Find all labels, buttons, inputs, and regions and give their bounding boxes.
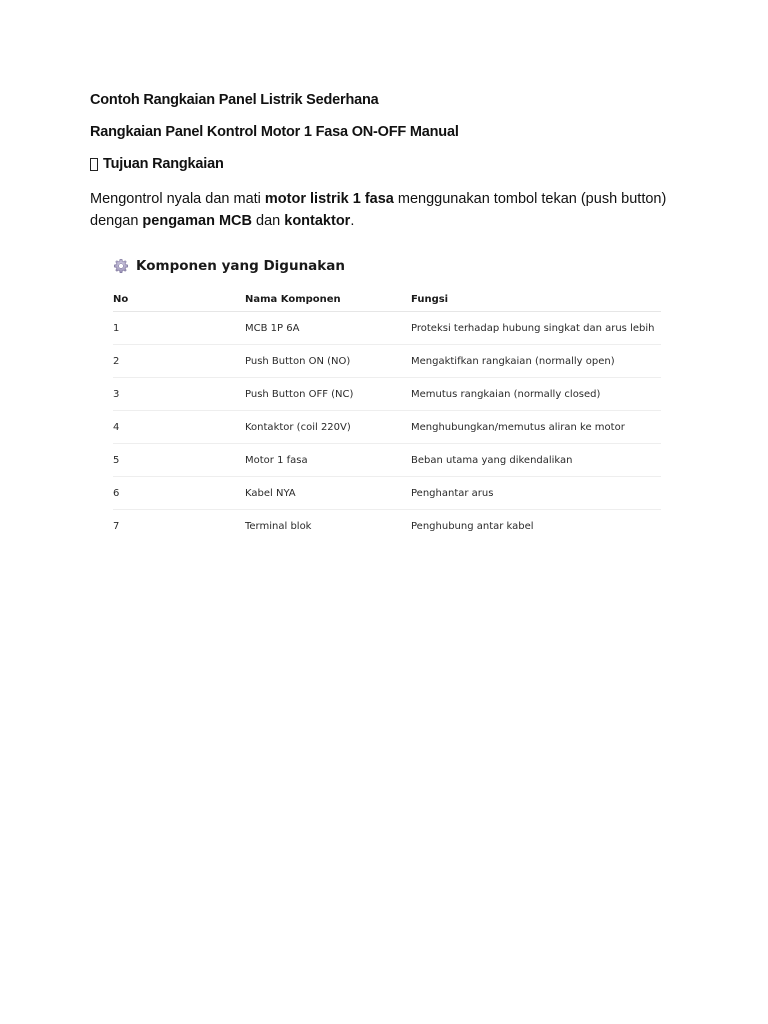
- cell-no: 6: [113, 477, 245, 510]
- cell-function: Menghubungkan/memutus aliran ke motor: [411, 411, 661, 444]
- cell-function: Penghubung antar kabel: [411, 520, 534, 532]
- cell-name: Motor 1 fasa: [245, 444, 411, 477]
- cell-function: Beban utama yang dikendalikan: [411, 444, 661, 477]
- intro-bold-kontaktor: kontaktor: [284, 213, 351, 229]
- cell-name: Terminal blok: [245, 520, 312, 532]
- missing-glyph-icon: [90, 158, 98, 171]
- document-subtitle: Rangkaian Panel Kontrol Motor 1 Fasa ON-OFF Manual: [90, 124, 459, 140]
- components-table: [113, 287, 661, 542]
- cell-no: 7: [113, 520, 120, 532]
- cell-no: 3: [113, 378, 245, 411]
- cell-function: Memutus rangkaian (normally closed): [411, 378, 661, 411]
- intro-bold-mcb: pengaman MCB: [142, 213, 252, 229]
- cell-function: Proteksi terhadap hubung singkat dan arus lebih: [411, 312, 661, 345]
- cell-function: Penghantar arus: [411, 477, 661, 510]
- intro-paragraph: [90, 188, 670, 232]
- table-row: [113, 444, 661, 477]
- column-header-function: Fungsi: [411, 287, 661, 312]
- table-row: [113, 378, 661, 411]
- goal-heading: [90, 156, 224, 172]
- document-title: Contoh Rangkaian Panel Listrik Sederhana: [90, 92, 379, 108]
- cell-name: Kabel NYA: [245, 477, 411, 510]
- intro-bold-motor: motor listrik 1 fasa: [264, 191, 394, 207]
- intro-text-1: Mengontrol nyala dan mati: [90, 191, 265, 207]
- table-row: [113, 312, 661, 345]
- cell-function: Mengaktifkan rangkaian (normally open): [411, 345, 661, 378]
- column-header-name: Nama Komponen: [245, 287, 411, 312]
- components-heading: [113, 254, 661, 278]
- cell-name: Push Button OFF (NC): [245, 378, 411, 411]
- table-row: [113, 345, 661, 378]
- cell-name: MCB 1P 6A: [245, 312, 411, 345]
- table-header-row: [113, 287, 661, 312]
- gear-icon: [113, 258, 129, 274]
- intro-text-4: .: [350, 213, 355, 229]
- intro-text-2: menggunakan tombol tekan (push button) dengan: [90, 191, 667, 229]
- cell-name: Kontaktor (coil 220V): [245, 411, 411, 444]
- cell-no: 4: [113, 411, 245, 444]
- table-row: [113, 510, 661, 543]
- goal-heading-text: Tujuan Rangkaian: [103, 156, 224, 172]
- table-row: [113, 411, 661, 444]
- cell-no: 5: [113, 444, 245, 477]
- cell-no: 2: [113, 345, 245, 378]
- components-section: [113, 254, 661, 542]
- cell-name: Push Button ON (NO): [245, 345, 411, 378]
- intro-text-3: dan: [252, 213, 285, 229]
- column-header-no: No: [113, 287, 245, 312]
- components-heading-text: Komponen yang Digunakan: [136, 258, 345, 274]
- cell-no: 1: [113, 312, 245, 345]
- table-row: [113, 477, 661, 510]
